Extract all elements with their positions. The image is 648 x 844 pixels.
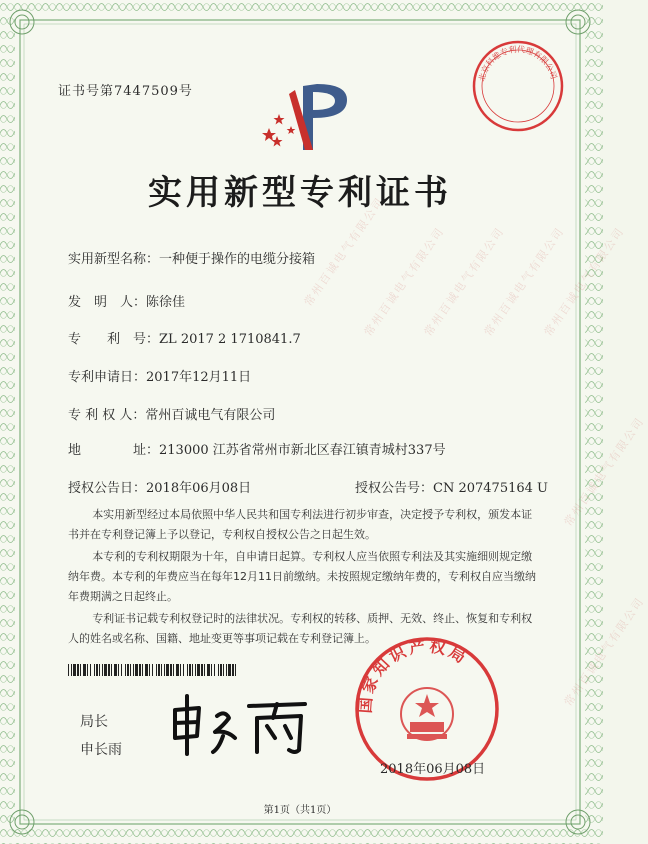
barcode-bar <box>83 664 86 676</box>
barcode-bar <box>197 664 200 676</box>
barcode-bar <box>223 664 224 676</box>
field-value: 陈徐佳 <box>146 295 186 310</box>
field-patentee <box>68 404 275 423</box>
barcode-bar <box>220 664 222 676</box>
body-paragraph: 本专利的专利权期限为十年，自申请日起算。专利权人应当依照专利法及其实施细则规定缴纳年费。本专利的年费应当在每年12月11日前缴纳。未按照规定缴纳年费的，专利权自应当缴纳年费期满之日起终止。 <box>68 550 536 603</box>
barcode-bar <box>104 664 107 676</box>
barcode-bar <box>96 664 98 676</box>
watermark-line: 常州百诚电气有限公司 <box>361 224 447 339</box>
barcode-bar <box>156 664 157 676</box>
barcode-bar <box>90 664 91 676</box>
barcode-bar <box>170 664 172 676</box>
barcode-bar <box>68 664 69 676</box>
field-value: CN 207475164 U <box>433 481 548 496</box>
barcode-bar <box>214 664 215 676</box>
body-paragraph: 本实用新型经过本局依照中华人民共和国专利法进行初步审查，决定授予专利权，颁发本证书并在专利登记簿上予以登记，专利权自授权公告之日起生效。 <box>68 508 533 541</box>
watermark-line: 常州百诚电气有限公司 <box>541 224 627 339</box>
field-label: 授权公告号： <box>355 481 434 496</box>
field-value: 一种便于操作的电缆分接箱 <box>159 252 316 267</box>
watermark-line: 常州百诚电气有限公司 <box>561 414 647 529</box>
field-value: 2018年06月08日 <box>146 481 252 496</box>
page-number: 第1页（共1页） <box>263 805 337 816</box>
barcode-bar <box>130 664 131 676</box>
field-label: 授权公告日： <box>68 481 147 496</box>
barcode-bar <box>228 664 231 676</box>
issue-date: 2018年06月08日 <box>380 762 486 777</box>
field-label: 实用新型名称： <box>68 252 160 267</box>
field-value: ZL 2017 2 1710841.7 <box>159 332 301 347</box>
field-value: 213000 江苏省常州市新北区春江镇青城村337号 <box>159 443 446 458</box>
barcode-bar <box>187 664 188 676</box>
certificate-number: 证书号第7447509号 <box>58 84 193 99</box>
barcode-bar <box>111 664 112 676</box>
barcode-bar <box>145 664 148 676</box>
certificate-body <box>68 505 538 649</box>
field-label: 专利申请日： <box>68 370 147 385</box>
field-inventor <box>68 291 185 310</box>
barcode-bar <box>114 664 117 676</box>
barcode-bar <box>173 664 174 676</box>
barcode-bar <box>207 664 210 676</box>
barcode-bar <box>80 664 81 676</box>
field-patent-number <box>68 328 301 347</box>
barcode-bar <box>211 664 212 676</box>
barcode-bar <box>142 664 143 676</box>
barcode-bar <box>73 664 76 676</box>
barcode-bar <box>192 664 193 676</box>
barcode-bar <box>226 664 227 676</box>
field-announcement-number <box>355 477 548 496</box>
barcode-bar <box>152 664 153 676</box>
barcode-bar <box>87 664 88 676</box>
watermark-line: 常州百诚电气有限公司 <box>481 224 567 339</box>
agency-stamp <box>470 38 566 134</box>
barcode-bar <box>71 664 72 676</box>
director-title: 局长 <box>80 714 108 730</box>
barcode-bar <box>121 664 122 676</box>
seal-text: 国家知识产权局 <box>355 636 472 714</box>
barcode-bar <box>77 664 79 676</box>
director-signature <box>165 688 315 760</box>
barcode-bar <box>139 664 141 676</box>
field-value: 2017年12月11日 <box>146 370 252 385</box>
barcode-bar <box>204 664 205 676</box>
barcode-bar <box>201 664 203 676</box>
barcode-bar <box>102 664 103 676</box>
barcode-bar <box>183 664 184 676</box>
barcode-bar <box>94 664 95 676</box>
field-utility-model-name <box>68 248 315 267</box>
field-label: 发 明 人： <box>68 295 147 310</box>
barcode-bar <box>135 664 138 676</box>
barcode-bar <box>195 664 196 676</box>
field-filing-date <box>68 366 251 385</box>
body-paragraph: 专利证书记载专利权登记时的法律状况。专利权的转移、质押、无效、终止、恢复和专利权人的姓名或名称、国籍、地址变更等事项记载在专利登记簿上。 <box>68 612 533 645</box>
barcode-bar <box>164 664 165 676</box>
barcode-bar <box>235 664 236 676</box>
barcode-bar <box>108 664 110 676</box>
barcode-bar <box>189 664 191 676</box>
barcode-bar <box>118 664 119 676</box>
barcode-bar <box>166 664 169 676</box>
document-title: 实用新型专利证书 <box>148 173 452 213</box>
field-address <box>68 439 446 458</box>
watermark-line: 常州百诚电气有限公司 <box>561 594 647 709</box>
field-label: 专 利 号： <box>68 332 160 347</box>
barcode-bar <box>232 664 234 676</box>
watermark-line: 常州百诚电气有限公司 <box>301 194 387 309</box>
barcode-bar <box>180 664 181 676</box>
field-value: 常州百诚电气有限公司 <box>145 408 276 423</box>
watermark-line: 常州百诚电气有限公司 <box>421 224 507 339</box>
barcode-bar <box>133 664 134 676</box>
barcode <box>68 664 238 676</box>
field-label: 地 址： <box>68 443 160 458</box>
barcode-bar <box>125 664 126 676</box>
field-announcement-date <box>68 477 251 496</box>
agency-stamp-text: 北京科维专利代理有限公司 <box>477 44 559 83</box>
barcode-bar <box>176 664 179 676</box>
barcode-bar <box>161 664 162 676</box>
barcode-bar <box>218 664 219 676</box>
barcode-bar <box>99 664 100 676</box>
barcode-bar <box>127 664 129 676</box>
director-name: 申长雨 <box>80 742 122 758</box>
field-label: 专 利 权 人： <box>68 408 146 423</box>
barcode-bar <box>158 664 160 676</box>
barcode-bar <box>149 664 150 676</box>
patent-office-logo <box>255 78 365 158</box>
